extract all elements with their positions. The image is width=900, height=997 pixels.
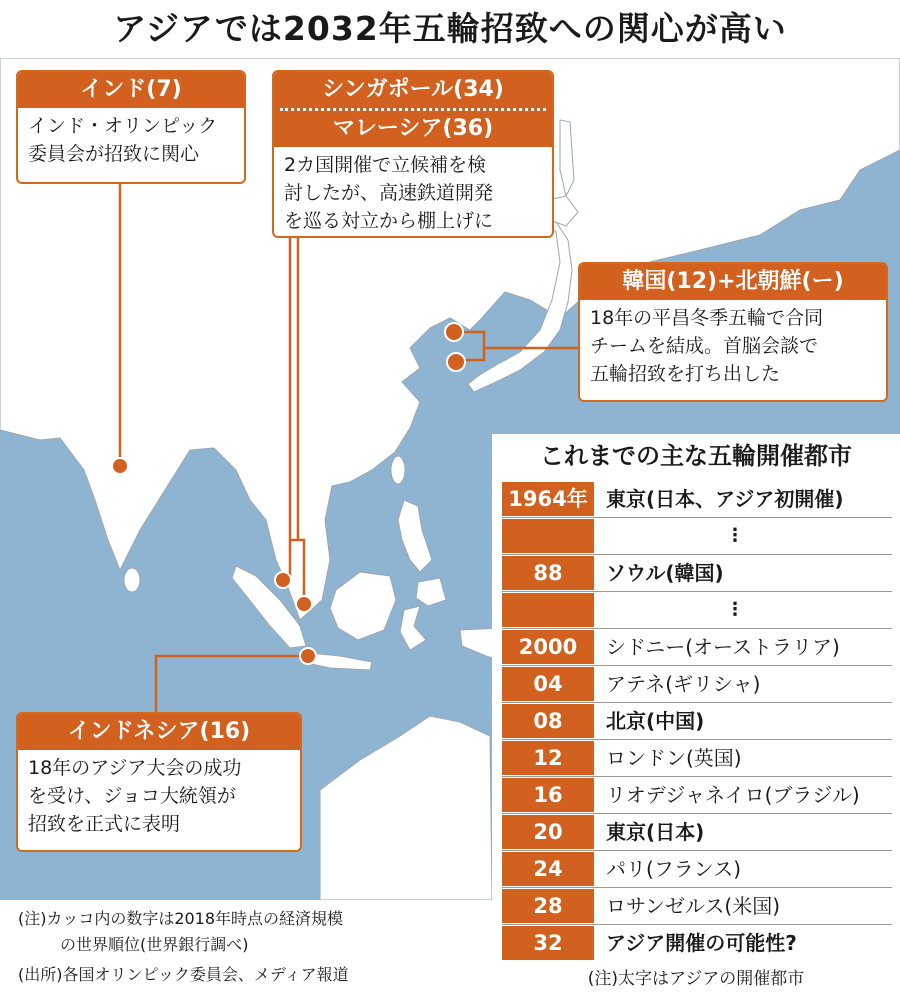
indonesia-callout bbox=[16, 712, 302, 852]
row-divider bbox=[502, 554, 892, 555]
host-city-row bbox=[502, 556, 892, 590]
singapore-callout-head: シンガポール(34) bbox=[274, 72, 552, 108]
korea-callout-head: 韓国(12)+北朝鮮(ー) bbox=[580, 264, 886, 300]
row-divider bbox=[502, 850, 892, 851]
host-year-cell: 16 bbox=[502, 778, 594, 812]
indonesia-callout-line: 18年のアジア大会の成功 bbox=[28, 757, 242, 779]
host-city-cell: アテネ(ギリシャ) bbox=[606, 672, 761, 696]
singapore-malaysia-callout-body bbox=[274, 147, 552, 238]
host-city-cell: ⋮ bbox=[726, 599, 744, 620]
host-city-cell: ロンドン(英国) bbox=[606, 746, 742, 770]
host-city-row bbox=[502, 630, 892, 664]
host-year-cell: 08 bbox=[502, 704, 594, 738]
footnotes bbox=[0, 900, 492, 997]
row-divider bbox=[502, 813, 892, 814]
host-year-cell: 32 bbox=[502, 926, 594, 960]
host-city-row bbox=[502, 482, 892, 516]
host-city-cell: ソウル(韓国) bbox=[606, 561, 724, 585]
singapore-malaysia-callout bbox=[272, 70, 554, 238]
row-divider bbox=[502, 628, 892, 629]
host-year-cell bbox=[502, 519, 594, 553]
host-city-row bbox=[502, 852, 892, 886]
host-city-row bbox=[502, 926, 892, 960]
host-city-panel-title: これまでの主な五輪開催都市 bbox=[540, 442, 852, 470]
host-year-cell: 12 bbox=[502, 741, 594, 775]
north-korea-marker bbox=[445, 323, 463, 341]
host-year-cell bbox=[502, 593, 594, 627]
sm-callout-line: を巡る対立から棚上げに bbox=[284, 210, 494, 232]
host-city-cell: パリ(フランス) bbox=[606, 857, 742, 881]
indonesia-callout-head: インドネシア(16) bbox=[18, 714, 300, 750]
korea-callout-line: チームを結成。首脳会談で bbox=[590, 335, 819, 357]
malaysia-marker bbox=[275, 572, 291, 588]
korea-callout-line: 18年の平昌冬季五輪で合同 bbox=[590, 307, 824, 329]
malaysia-callout-head: マレーシア(36) bbox=[274, 111, 552, 147]
host-city-cell: ⋮ bbox=[726, 525, 744, 546]
india-callout-body bbox=[18, 108, 244, 172]
singapore-marker bbox=[296, 596, 312, 612]
host-city-panel bbox=[492, 434, 900, 997]
indonesia-callout-line: を受け、ジョコ大統領が bbox=[28, 785, 236, 807]
host-city-row bbox=[502, 519, 892, 553]
south-korea-marker bbox=[447, 353, 465, 371]
host-year-cell: 88 bbox=[502, 556, 594, 590]
host-year-cell: 24 bbox=[502, 852, 594, 886]
host-city-panel-note: (注)太字はアジアの開催都市 bbox=[587, 969, 805, 989]
host-city-cell: リオデジャネイロ(ブラジル) bbox=[606, 783, 860, 807]
row-divider bbox=[502, 776, 892, 777]
india-callout bbox=[16, 70, 246, 184]
footnote-rank: (注)カッコ内の数字は2018年時点の経済規模 bbox=[18, 909, 344, 928]
row-divider bbox=[502, 665, 892, 666]
india-callout-head: インド(7) bbox=[18, 72, 244, 108]
sm-callout-line: 討したが、高速鉄道開発 bbox=[284, 182, 494, 204]
indonesia-marker bbox=[300, 648, 316, 664]
host-city-row bbox=[502, 815, 892, 849]
host-city-cell: 北京(中国) bbox=[606, 709, 705, 733]
host-city-cell: 東京(日本、アジア初開催) bbox=[606, 487, 844, 511]
row-divider bbox=[502, 517, 892, 518]
host-city-row bbox=[502, 704, 892, 738]
row-divider bbox=[502, 591, 892, 592]
host-city-cell: アジア開催の可能性? bbox=[606, 931, 797, 955]
row-divider bbox=[502, 702, 892, 703]
footnote-source: (出所)各国オリンピック委員会、メディア報道 bbox=[18, 965, 349, 984]
host-city-row bbox=[502, 593, 892, 627]
host-year-cell: 20 bbox=[502, 815, 594, 849]
footnote-rank-cont: の世界順位(世界銀行調べ) bbox=[60, 935, 249, 954]
map-title: アジアでは2032年五輪招致への関心が高い bbox=[113, 9, 787, 48]
korea-callout-body bbox=[580, 300, 886, 392]
host-city-row bbox=[502, 741, 892, 775]
host-city-cell: 東京(日本) bbox=[606, 820, 705, 844]
indonesia-callout-body bbox=[18, 750, 300, 842]
indonesia-callout-line: 招致を正式に表明 bbox=[28, 813, 181, 835]
host-city-row bbox=[502, 778, 892, 812]
india-callout-line: 委員会が招致に関心 bbox=[28, 143, 200, 165]
host-city-cell: ロサンゼルス(米国) bbox=[606, 894, 781, 918]
host-year-cell: 2000 bbox=[502, 630, 594, 664]
row-divider bbox=[502, 924, 892, 925]
host-year-cell: 1964年 bbox=[502, 482, 594, 516]
korea-callout-line: 五輪招致を打ち出した bbox=[590, 363, 781, 385]
taiwan bbox=[391, 456, 405, 484]
india-marker bbox=[112, 458, 128, 474]
host-year-cell: 04 bbox=[502, 667, 594, 701]
row-divider bbox=[502, 887, 892, 888]
korea-callout bbox=[578, 262, 888, 402]
sm-callout-line: 2カ国開催で立候補を検 bbox=[284, 154, 487, 176]
host-city-row bbox=[502, 889, 892, 923]
host-year-cell: 28 bbox=[502, 889, 594, 923]
india-callout-line: インド・オリンピック bbox=[28, 115, 218, 137]
sri-lanka bbox=[124, 568, 140, 592]
host-city-row bbox=[502, 667, 892, 701]
row-divider bbox=[502, 739, 892, 740]
host-city-cell: シドニー(オーストラリア) bbox=[606, 635, 840, 659]
